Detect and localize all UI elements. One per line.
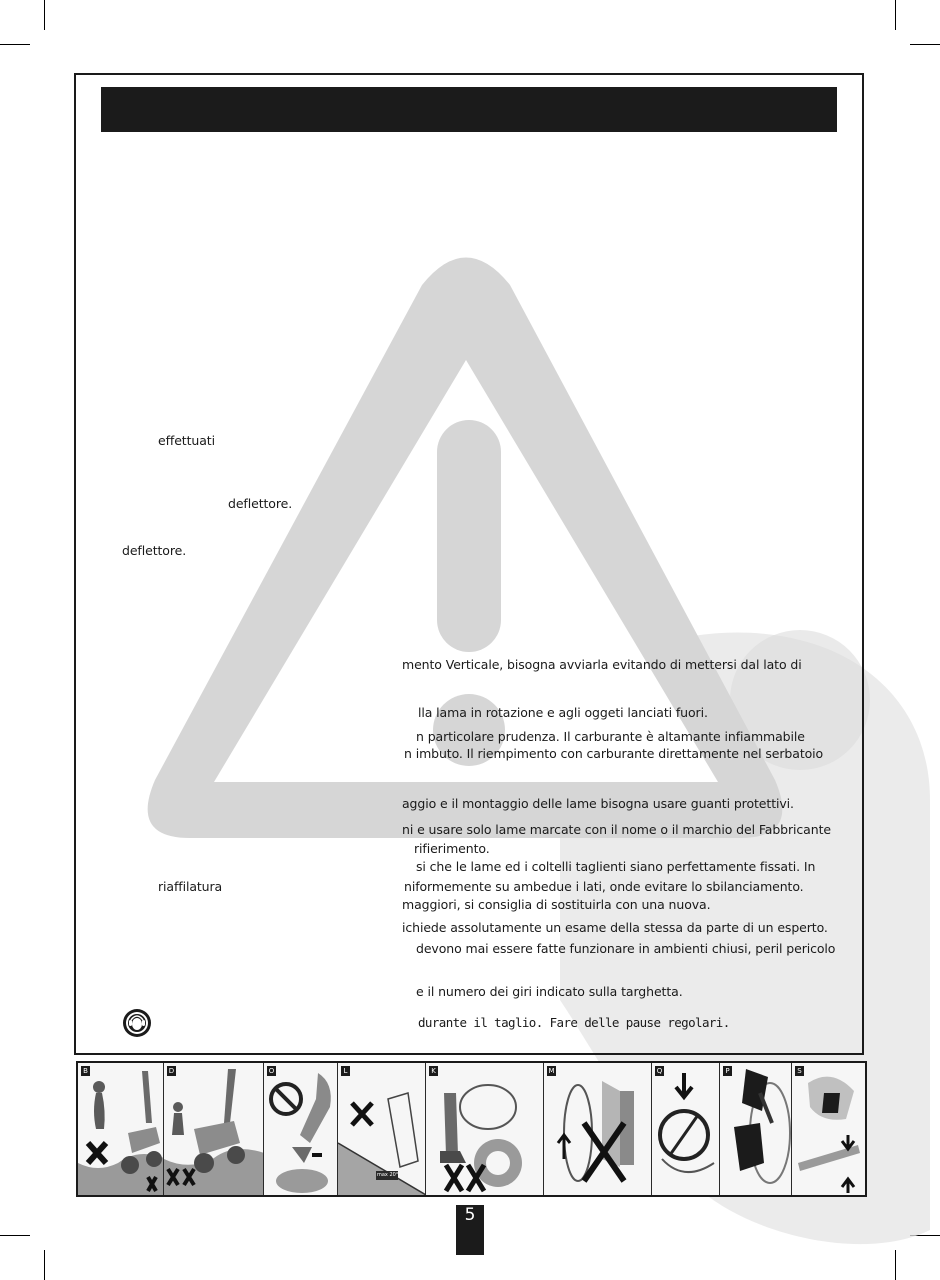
mower-children-pictogram xyxy=(164,1063,263,1195)
text-fragment: riaffilatura xyxy=(158,879,223,894)
text-line: si che le lame ed i coltelli taglienti siano perfettamente fissati. In xyxy=(416,859,816,874)
pictogram-panel xyxy=(652,1063,720,1195)
text-line: n imbuto. Il riempimento con carburante direttamente nel serbatoio xyxy=(404,746,824,761)
pictogram-panel xyxy=(544,1063,652,1195)
text-line: aggio e il montaggio delle lame bisogna usare guanti protettivi. xyxy=(402,796,794,811)
panel-label: P xyxy=(723,1066,732,1076)
panel-label: Q xyxy=(656,1067,663,1075)
feet-away-pictogram xyxy=(426,1063,543,1195)
ejection-chute-pictogram xyxy=(544,1063,651,1195)
text-line: n particolare prudenza. Il carburante è altamante infiammabile xyxy=(416,729,805,744)
section-header-bar xyxy=(101,87,837,132)
text-fragment: deflettore. xyxy=(228,496,293,511)
text-fragment: deflettore. xyxy=(122,543,187,558)
pictogram-panel xyxy=(338,1063,426,1195)
pictogram-panel xyxy=(792,1063,865,1195)
panel-label: O xyxy=(268,1067,275,1075)
text-line: ichiede assolutamente un esame della stessa da parte di un esperto. xyxy=(402,920,828,935)
panel-label: B xyxy=(81,1066,90,1076)
panel-label: M xyxy=(548,1067,555,1075)
text-line: rifierimento. xyxy=(414,841,490,856)
no-smoking-refuel-pictogram xyxy=(264,1063,337,1195)
text-line: e il numero dei giri indicato sulla targhetta. xyxy=(416,984,683,999)
stop-engine-pictogram xyxy=(652,1063,719,1195)
text-line: lla lama in rotazione e agli oggeti lanciati fuori. xyxy=(418,705,708,720)
pictogram-strip xyxy=(76,1061,867,1197)
text-line: durante il taglio. Fare delle pause regolari. xyxy=(418,1015,730,1030)
ear-protection-icon xyxy=(122,1008,152,1038)
text-line: devono mai essere fatte funzionare in ambienti chiusi, peril pericolo xyxy=(416,941,836,956)
blade-check-pictogram xyxy=(792,1063,865,1195)
pictogram-panel xyxy=(264,1063,338,1195)
text-line: ni e usare solo lame marcate con il nome o il marchio del Fabbricante xyxy=(402,822,831,837)
text-fragment: effettuati xyxy=(158,433,215,448)
panel-label: D xyxy=(168,1067,175,1075)
pictogram-panel xyxy=(78,1063,164,1195)
protective-gloves-pictogram xyxy=(720,1063,791,1195)
mower-bystander-pictogram xyxy=(78,1063,163,1195)
text-line: maggiori, si consiglia di sostituirla con una nuova. xyxy=(402,897,711,912)
text-line: niformemente su ambedue i lati, onde evitare lo sbilanciamento. xyxy=(404,879,804,894)
pictogram-panel xyxy=(426,1063,544,1195)
panel-label: K xyxy=(429,1066,438,1076)
pictogram-panel xyxy=(720,1063,792,1195)
panel-label: S xyxy=(795,1066,804,1076)
panel-label: L xyxy=(341,1066,350,1076)
text-line: mento Verticale, bisogna avviarla evitando di mettersi dal lato di xyxy=(402,657,802,672)
pictogram-panel xyxy=(164,1063,264,1195)
slope-sign-label: max 20° xyxy=(377,1172,399,1178)
page-number: 5 xyxy=(456,1205,484,1255)
